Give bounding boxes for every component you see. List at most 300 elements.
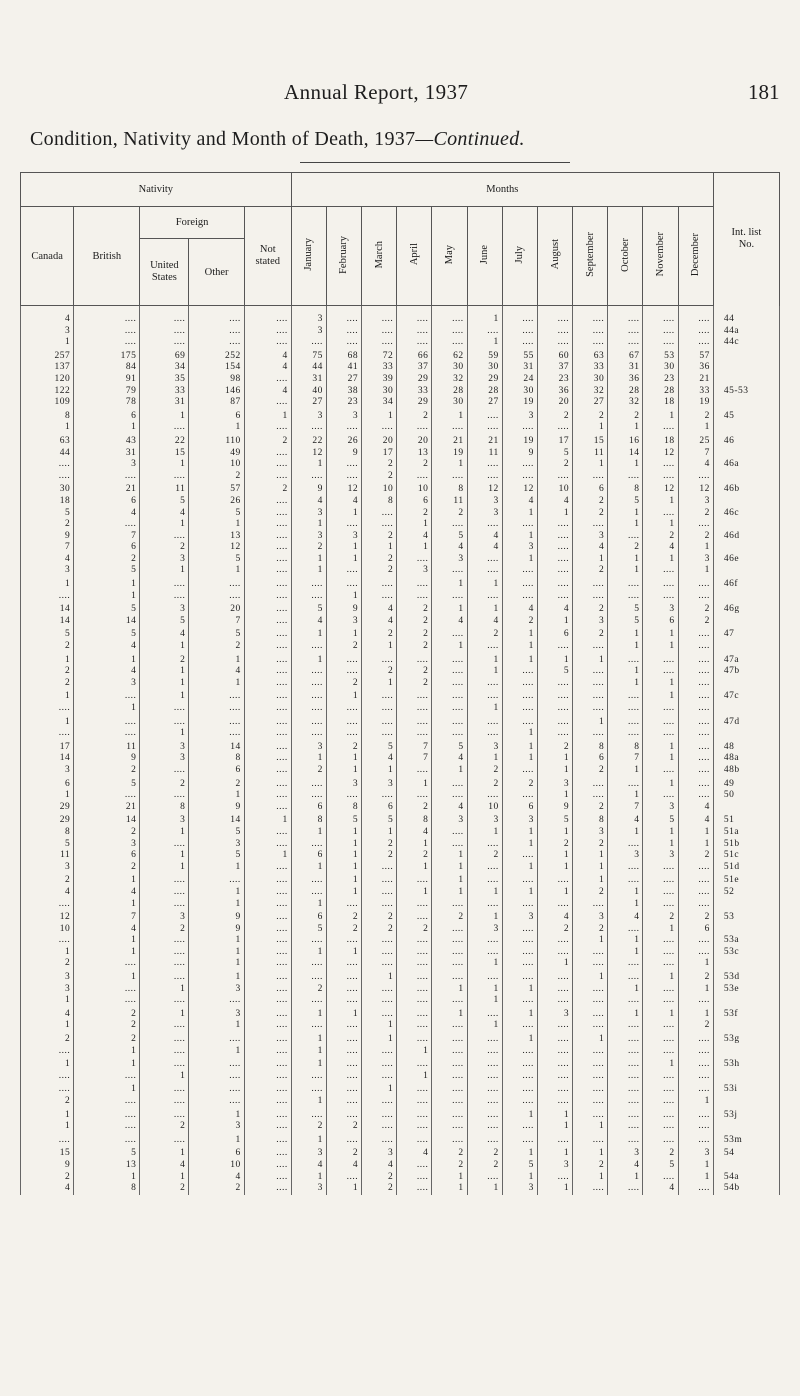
cell-not-stated: 1	[244, 850, 291, 862]
cell-apr: 2	[397, 508, 432, 520]
cell-jun: ....	[467, 591, 502, 603]
cell-canada: 3	[21, 862, 74, 874]
cell-oct: ....	[608, 972, 643, 984]
cell-may: 8	[432, 484, 467, 496]
cell-canada: 4	[21, 1009, 74, 1021]
cell-jul: ....	[502, 519, 537, 531]
cell-nov: ....	[643, 337, 678, 349]
cell-other: 3	[189, 839, 244, 851]
cell-british: 5	[74, 779, 140, 791]
cell-other: 1	[189, 678, 244, 690]
cell-canada: ....	[21, 728, 74, 740]
cell-british: 1	[74, 1172, 140, 1184]
cell-jun: 1	[467, 703, 502, 715]
cell-feb: 3	[326, 531, 361, 543]
cell-may: 1	[432, 579, 467, 591]
cell-may: 1	[432, 411, 467, 423]
cell-jan: 31	[291, 374, 326, 386]
cell-feb: 1	[326, 765, 361, 777]
cell-jun: 4	[467, 616, 502, 628]
cell-jan: ....	[291, 641, 326, 653]
cell-dec: ....	[678, 790, 713, 802]
cell-oct: 4	[608, 815, 643, 827]
cell-united-states: ....	[140, 1096, 189, 1108]
table-row	[21, 337, 780, 349]
cell-united-states: ....	[140, 531, 189, 543]
cell-united-states: ....	[140, 1110, 189, 1122]
cell-united-states: ....	[140, 471, 189, 483]
cell-feb: ....	[326, 995, 361, 1007]
cell-british: 7	[74, 912, 140, 924]
cell-aug: ....	[537, 995, 572, 1007]
cell-dec: ....	[678, 887, 713, 899]
cell-aug: ....	[537, 326, 572, 338]
cell-feb: ....	[326, 790, 361, 802]
table-row	[21, 362, 780, 374]
table-row	[21, 1096, 780, 1108]
cell-dec: 6	[678, 924, 713, 936]
cell-feb: ....	[326, 1172, 361, 1184]
cell-nov: ....	[643, 765, 678, 777]
table-row	[21, 899, 780, 911]
cell-may: ....	[432, 1046, 467, 1058]
cell-jun: ....	[467, 691, 502, 703]
cell-int-list-no	[713, 995, 779, 1007]
cell-canada: 1	[21, 691, 74, 703]
cell-dec: 2	[678, 411, 713, 423]
cell-feb: ....	[326, 984, 361, 996]
cell-jan: 2	[291, 984, 326, 996]
cell-oct: 1	[608, 508, 643, 520]
cell-apr: ....	[397, 1172, 432, 1184]
cell-may: ....	[432, 691, 467, 703]
cell-nov: 1	[643, 411, 678, 423]
cell-aug: 2	[537, 742, 572, 754]
cell-oct: 14	[608, 448, 643, 460]
cell-jul: ....	[502, 995, 537, 1007]
cell-dec: 2	[678, 604, 713, 616]
table-row	[21, 641, 780, 653]
cell-jul: 9	[502, 448, 537, 460]
cell-apr: 8	[397, 815, 432, 827]
cell-united-states: 2	[140, 924, 189, 936]
cell-jun: ....	[467, 554, 502, 566]
cell-british: 4	[74, 666, 140, 678]
cell-united-states: ....	[140, 995, 189, 1007]
cell-may: ....	[432, 422, 467, 434]
cell-mar: 1	[362, 411, 397, 423]
cell-not-stated: ....	[244, 947, 291, 959]
cell-may: ....	[432, 972, 467, 984]
cell-not-stated: ....	[244, 1160, 291, 1172]
british-header: British	[74, 207, 140, 306]
cell-nov: ....	[643, 728, 678, 740]
cell-other: 1	[189, 1135, 244, 1147]
cell-jul: 1	[502, 827, 537, 839]
foreign-header: Foreign	[140, 207, 244, 239]
cell-feb: ....	[326, 717, 361, 729]
cell-int-list-no	[713, 542, 779, 554]
cell-nov: ....	[643, 984, 678, 996]
cell-united-states: 1	[140, 728, 189, 740]
cell-apr: ....	[397, 972, 432, 984]
cell-int-list-no	[713, 924, 779, 936]
cell-canada: 2	[21, 641, 74, 653]
cell-nov: ....	[643, 459, 678, 471]
cell-may: 19	[432, 448, 467, 460]
cell-jun: ....	[467, 471, 502, 483]
cell-sep: 1	[573, 862, 608, 874]
cell-other: 13	[189, 531, 244, 543]
cell-nov: 1	[643, 779, 678, 791]
cell-other: 6	[189, 765, 244, 777]
cell-jan: 1	[291, 1046, 326, 1058]
cell-mar: 33	[362, 362, 397, 374]
cell-nov: ....	[643, 1135, 678, 1147]
cell-may: ....	[432, 471, 467, 483]
cell-jan: 1	[291, 519, 326, 531]
cell-apr: ....	[397, 1135, 432, 1147]
cell-apr: ....	[397, 337, 432, 349]
cell-feb: 4	[326, 496, 361, 508]
month-header-feb: February	[338, 235, 350, 274]
cell-canada: 122	[21, 386, 74, 398]
cell-aug: ....	[537, 728, 572, 740]
cell-mar: 2	[362, 565, 397, 577]
cell-nov: 1	[643, 1059, 678, 1071]
cell-british: 5	[74, 1148, 140, 1160]
cell-nov: ....	[643, 1020, 678, 1032]
cell-dec: ....	[678, 591, 713, 603]
cell-oct: 2	[608, 542, 643, 554]
cell-united-states: 15	[140, 448, 189, 460]
cell-aug: 1	[537, 1121, 572, 1133]
cell-aug: 4	[537, 604, 572, 616]
cell-dec: ....	[678, 1059, 713, 1071]
cell-british: ....	[74, 314, 140, 326]
cell-may: ....	[432, 703, 467, 715]
cell-dec: ....	[678, 995, 713, 1007]
cell-other: ....	[189, 717, 244, 729]
cell-dec: 3	[678, 1148, 713, 1160]
cell-aug: ....	[537, 422, 572, 434]
other-header: Other	[189, 239, 244, 306]
cell-jan: 4	[291, 616, 326, 628]
cell-dec: ....	[678, 579, 713, 591]
cell-feb: 1	[326, 753, 361, 765]
cell-united-states: ....	[140, 1059, 189, 1071]
title-rule	[300, 162, 570, 163]
cell-british: 84	[74, 362, 140, 374]
cell-other: ....	[189, 337, 244, 349]
cell-jun: ....	[467, 411, 502, 423]
table-row	[21, 374, 780, 386]
cell-apr: ....	[397, 691, 432, 703]
cell-dec: ....	[678, 935, 713, 947]
cell-not-stated: 4	[244, 351, 291, 363]
cell-dec: 1	[678, 1009, 713, 1021]
cell-may: ....	[432, 326, 467, 338]
cell-int-list-no	[713, 1071, 779, 1083]
cell-dec: ....	[678, 1121, 713, 1133]
cell-mar: 34	[362, 397, 397, 409]
cell-oct: 1	[608, 459, 643, 471]
cell-int-list-no: 47d	[713, 717, 779, 729]
cell-sep: ....	[573, 519, 608, 531]
cell-feb: 2	[326, 742, 361, 754]
cell-apr: 2	[397, 629, 432, 641]
cell-apr: ....	[397, 717, 432, 729]
cell-canada: 3	[21, 972, 74, 984]
cell-int-list-no: 44	[713, 314, 779, 326]
cell-int-list-no	[713, 422, 779, 434]
cell-british: 8	[74, 1183, 140, 1195]
cell-other: 5	[189, 850, 244, 862]
cell-not-stated: ....	[244, 678, 291, 690]
cell-feb: 2	[326, 678, 361, 690]
cell-dec: 1	[678, 1096, 713, 1108]
cell-jul: ....	[502, 1059, 537, 1071]
cell-jan: 6	[291, 912, 326, 924]
cell-jun: ....	[467, 459, 502, 471]
cell-apr: 4	[397, 531, 432, 543]
cell-jun: ....	[467, 1009, 502, 1021]
cell-int-list-no: 46g	[713, 604, 779, 616]
cell-may: ....	[432, 779, 467, 791]
cell-mar: 1	[362, 678, 397, 690]
cell-feb: 1	[326, 554, 361, 566]
table-row	[21, 1148, 780, 1160]
table-row	[21, 1172, 780, 1184]
cell-other: 14	[189, 742, 244, 754]
cell-sep: ....	[573, 1059, 608, 1071]
cell-feb: 41	[326, 362, 361, 374]
cell-other: 1	[189, 862, 244, 874]
table-row	[21, 554, 780, 566]
cell-british: 6	[74, 850, 140, 862]
cell-int-list-no	[713, 1160, 779, 1172]
table-row	[21, 728, 780, 740]
cell-not-stated: 1	[244, 411, 291, 423]
cell-feb: 1	[326, 850, 361, 862]
cell-united-states: 1	[140, 1148, 189, 1160]
cell-may: ....	[432, 790, 467, 802]
cell-may: 3	[432, 554, 467, 566]
cell-united-states: 4	[140, 1160, 189, 1172]
cell-feb: ....	[326, 519, 361, 531]
table-row	[21, 1121, 780, 1133]
table-row	[21, 862, 780, 874]
cell-jul: 1	[502, 531, 537, 543]
cell-nov: 1	[643, 519, 678, 531]
cell-sep: 2	[573, 839, 608, 851]
cell-feb: ....	[326, 337, 361, 349]
cell-jun: ....	[467, 1059, 502, 1071]
cell-canada: 120	[21, 374, 74, 386]
month-header-mar: March	[373, 240, 385, 269]
cell-nov: 1	[643, 554, 678, 566]
cell-canada: 29	[21, 802, 74, 814]
cell-british: 4	[74, 924, 140, 936]
cell-feb: 27	[326, 374, 361, 386]
cell-nov: 1	[643, 924, 678, 936]
cell-united-states: ....	[140, 935, 189, 947]
cell-apr: 2	[397, 604, 432, 616]
cell-jun: 59	[467, 351, 502, 363]
cell-int-list-no: 51e	[713, 875, 779, 887]
table-row	[21, 411, 780, 423]
cell-oct: ....	[608, 579, 643, 591]
cell-jul: 1	[502, 554, 537, 566]
cell-dec: ....	[678, 678, 713, 690]
cell-mar: 1	[362, 765, 397, 777]
page-number: 181	[748, 80, 780, 104]
cell-jun: 21	[467, 436, 502, 448]
cell-jun: ....	[467, 947, 502, 959]
cell-int-list-no: 50	[713, 790, 779, 802]
cell-jan: 3	[291, 411, 326, 423]
cell-mar: 2	[362, 554, 397, 566]
cell-jul: 1	[502, 753, 537, 765]
cell-british: 9	[74, 753, 140, 765]
cell-dec: 1	[678, 1172, 713, 1184]
cell-united-states: 8	[140, 802, 189, 814]
cell-apr: ....	[397, 1183, 432, 1195]
cell-jun: ....	[467, 326, 502, 338]
cell-may: 3	[432, 815, 467, 827]
cell-sep: 2	[573, 411, 608, 423]
cell-british: 1	[74, 703, 140, 715]
cell-nov: 30	[643, 362, 678, 374]
cell-jan: 2	[291, 542, 326, 554]
cell-mar: 2	[362, 629, 397, 641]
cell-sep: ....	[573, 958, 608, 970]
cell-oct: 8	[608, 484, 643, 496]
cell-jun: ....	[467, 839, 502, 851]
cell-united-states: ....	[140, 958, 189, 970]
cell-aug: 1	[537, 508, 572, 520]
cell-apr: ....	[397, 1020, 432, 1032]
cell-int-list-no	[713, 899, 779, 911]
table-row	[21, 802, 780, 814]
cell-jul: ....	[502, 1020, 537, 1032]
cell-not-stated: ....	[244, 1183, 291, 1195]
cell-united-states: 5	[140, 616, 189, 628]
cell-aug: ....	[537, 565, 572, 577]
cell-apr: 1	[397, 862, 432, 874]
cell-nov: ....	[643, 591, 678, 603]
cell-may: 1	[432, 641, 467, 653]
cell-british: ....	[74, 717, 140, 729]
cell-int-list-no: 44a	[713, 326, 779, 338]
cell-may: 1	[432, 1009, 467, 1021]
cell-other: 1	[189, 422, 244, 434]
cell-jul: ....	[502, 850, 537, 862]
cell-united-states: 2	[140, 779, 189, 791]
cell-may: ....	[432, 995, 467, 1007]
cell-canada: 2	[21, 678, 74, 690]
cell-sep: ....	[573, 579, 608, 591]
cell-jun: ....	[467, 1121, 502, 1133]
cell-nov: ....	[643, 579, 678, 591]
cell-aug: 6	[537, 629, 572, 641]
cell-jun: ....	[467, 875, 502, 887]
cell-nov: 28	[643, 386, 678, 398]
cell-british: ....	[74, 519, 140, 531]
cell-canada: 257	[21, 351, 74, 363]
cell-sep: ....	[573, 947, 608, 959]
cell-jan: 1	[291, 1059, 326, 1071]
cell-may: 4	[432, 616, 467, 628]
cell-jul: ....	[502, 422, 537, 434]
cell-not-stated: ....	[244, 1096, 291, 1108]
cell-canada: ....	[21, 1135, 74, 1147]
cell-aug: 4	[537, 912, 572, 924]
cell-jul: 3	[502, 1183, 537, 1195]
cell-aug: ....	[537, 875, 572, 887]
cell-oct: 7	[608, 753, 643, 765]
table-row	[21, 912, 780, 924]
cell-mar: 72	[362, 351, 397, 363]
table-row	[21, 1020, 780, 1032]
months-header: Months	[291, 173, 713, 207]
cell-not-stated: ....	[244, 984, 291, 996]
cell-apr: 66	[397, 351, 432, 363]
cell-united-states: 2	[140, 542, 189, 554]
cell-oct: 1	[608, 629, 643, 641]
cell-dec: 4	[678, 459, 713, 471]
cell-other: 26	[189, 496, 244, 508]
cell-mar: ....	[362, 728, 397, 740]
cell-canada: 11	[21, 850, 74, 862]
cell-dec: ....	[678, 899, 713, 911]
cell-jun: 29	[467, 374, 502, 386]
cell-british: 2	[74, 1034, 140, 1046]
cell-sep: 1	[573, 972, 608, 984]
cell-nov: 1	[643, 496, 678, 508]
cell-british: ....	[74, 1110, 140, 1122]
cell-jul: ....	[502, 1096, 537, 1108]
table-row	[21, 1110, 780, 1122]
cell-aug: 1	[537, 753, 572, 765]
cell-sep: ....	[573, 779, 608, 791]
cell-apr: ....	[397, 765, 432, 777]
cell-sep: ....	[573, 591, 608, 603]
cell-mar: 2	[362, 1183, 397, 1195]
cell-dec: ....	[678, 314, 713, 326]
cell-feb: 1	[326, 947, 361, 959]
cell-apr: 6	[397, 496, 432, 508]
cell-int-list-no: 48a	[713, 753, 779, 765]
cell-jul: ....	[502, 591, 537, 603]
cell-canada: ....	[21, 935, 74, 947]
cell-other: 1	[189, 887, 244, 899]
cell-british: ....	[74, 337, 140, 349]
cell-other: 1	[189, 899, 244, 911]
cell-not-stated: ....	[244, 899, 291, 911]
cell-may: 1	[432, 862, 467, 874]
cell-canada: 1	[21, 717, 74, 729]
cell-other: 146	[189, 386, 244, 398]
cell-aug: 1	[537, 1148, 572, 1160]
cell-may: 1	[432, 1172, 467, 1184]
cell-oct: 5	[608, 496, 643, 508]
cell-oct: 1	[608, 666, 643, 678]
cell-not-stated: ....	[244, 508, 291, 520]
cell-british: 1	[74, 655, 140, 667]
cell-oct: 1	[608, 678, 643, 690]
cell-oct: 1	[608, 947, 643, 959]
